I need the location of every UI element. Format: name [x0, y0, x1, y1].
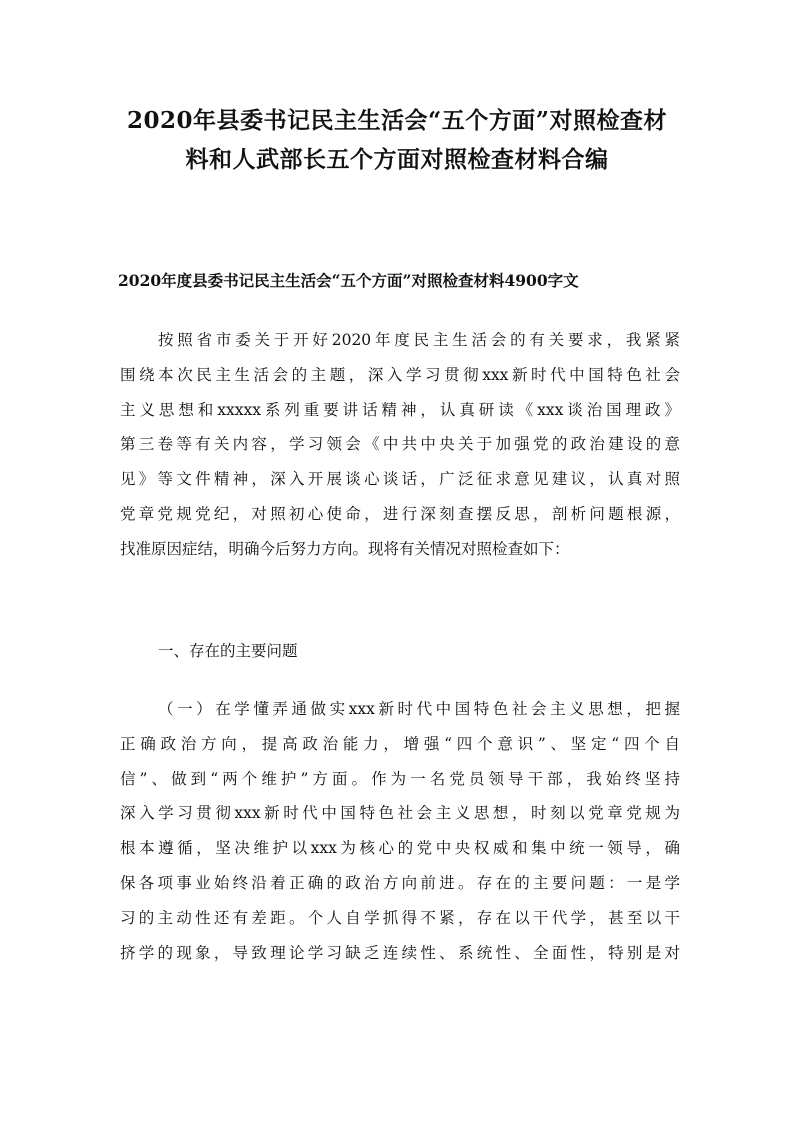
intro-line-4: 第三卷等有关内容，学习领会《中共中央关于加强党的政治建设的意: [120, 435, 680, 454]
para1-line-7: 习的主动性还有差距。个人自学抓得不紧，存在以干代学，甚至以干: [120, 908, 680, 927]
para1-line-5: 根本遵循，坚决维护以xxx为核心的党中央权威和集中统一领导，确: [120, 839, 680, 858]
intro-line-2: 围绕本次民主生活会的主题，深入学习贯彻xxx新时代中国特色社会: [120, 365, 680, 384]
intro-line-1: 按照省市委关于开好2020年度民主生活会的有关要求，我紧紧: [158, 331, 680, 349]
intro-line-7: 找准原因症结，明确今后努力方向。现将有关情况对照检查如下：: [120, 539, 570, 558]
document-title-line-1: 2020年县委书记民主生活会“五个方面”对照检查材: [127, 107, 667, 134]
document-title-line-2: 料和人武部长五个方面对照检查材料合编: [185, 146, 609, 173]
problems-paragraph-1: [120, 692, 680, 970]
para1-line-2: 正确政治方向，提高政治能力，增强“四个意识”、坚定“四个自: [120, 734, 680, 753]
intro-paragraph: [120, 323, 680, 567]
intro-line-6: 党章党规党纪，对照初心使命，进行深刻查摆反思，剖析问题根源，: [120, 504, 680, 523]
intro-line-3: 主义思想和xxxxx系列重要讲话精神，认真研读《xxx谈治国理政》: [120, 400, 680, 419]
subsection-heading-problems: 一、存在的主要问题: [158, 642, 298, 660]
intro-line-5: 见》等文件精神，深入开展谈心谈话，广泛征求意见建议，认真对照: [120, 470, 680, 489]
document-title: [100, 101, 694, 179]
section-heading: 2020年度县委书记民主生活会“五个方面”对照检查材料4900字文: [118, 271, 579, 290]
para1-line-4: 深入学习贯彻xxx新时代中国特色社会主义思想，时刻以党章党规为: [120, 804, 680, 823]
para1-line-8: 挤学的现象，导致理论学习缺乏连续性、系统性、全面性，特别是对: [120, 943, 680, 962]
para1-line-1: （一）在学懂弄通做实xxx新时代中国特色社会主义思想，把握: [158, 700, 680, 718]
para1-line-3: 信”、做到“两个维护”方面。作为一名党员领导干部，我始终坚持: [120, 769, 680, 788]
para1-line-6: 保各项事业始终沿着正确的政治方向前进。存在的主要问题：一是学: [120, 873, 680, 892]
